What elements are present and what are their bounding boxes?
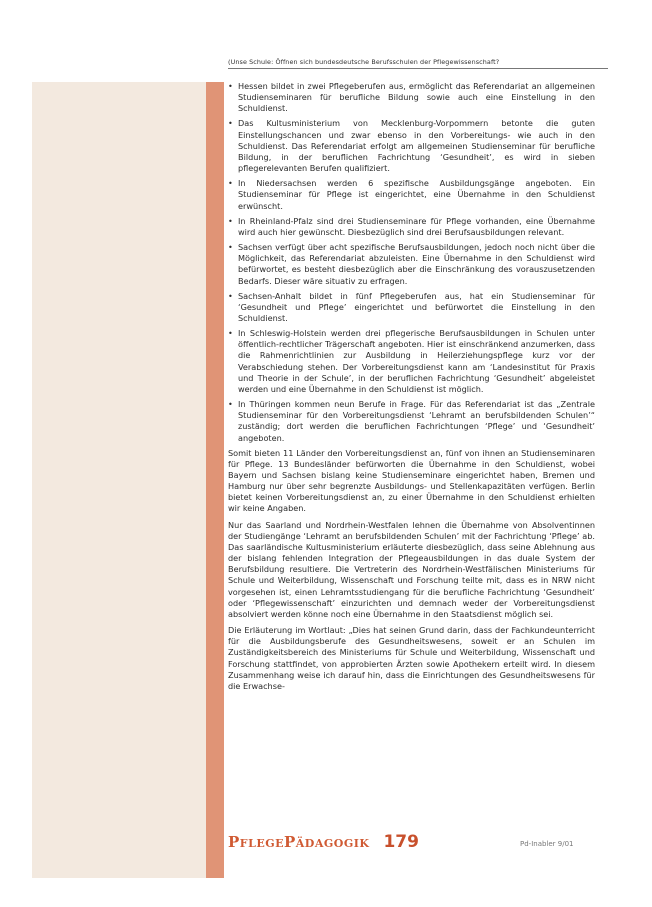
journal-logo: PflegePädagogik xyxy=(228,833,370,851)
list-item-text: In Niedersachsen werden 6 spezifische Ausbildungsgänge angeboten. Ein Studienseminar für Pflege ist eingerichtet, eine Übernahme in den Schuldienst erwünscht. xyxy=(238,178,595,211)
list-item xyxy=(228,328,595,395)
list-item-text: Hessen bildet in zwei Pflegeberufen aus, ermöglicht das Referendariat an allgemeinen Studienseminaren für berufliche Bildung sowie auch eine Einstellung in den Schuldienst. xyxy=(238,81,595,114)
list-item-text: Sachsen-Anhalt bildet in fünf Pflegeberufen aus, hat ein Studienseminar für ‘Gesundheit und Pflege’ eingerichtet und befürwortet die Einstellung in den Schuldienst. xyxy=(238,290,595,323)
list-item xyxy=(228,81,595,114)
list-item xyxy=(228,242,595,287)
running-head: (Unse Schule: Öffnen sich bundesdeutsche Berufsschulen der Pflegewissenschaft? xyxy=(228,58,608,69)
list-item xyxy=(228,399,595,444)
bullet-icon: • xyxy=(228,81,233,91)
bullet-icon: • xyxy=(228,290,233,301)
sidebar-panel xyxy=(32,82,206,878)
bullet-icon: • xyxy=(228,399,233,410)
accent-stripe xyxy=(206,82,224,878)
list-item-text: Das Kultusministerium von Mecklenburg-Vorpommern betonte die guten Einstellungschancen und zwar ebenso in den Vorbereitungs- wie auch in den Schuldienst. Das Referendariat erfolgt am allgemeinen Studienseminar für berufliche Bildung, in der beruflichen Fachrichtung ‘Gesundheit’, es wird in sieben pflegerelevanten Berufen qualifiziert. xyxy=(238,118,595,174)
list-item xyxy=(228,291,595,324)
list-item-text: In Thüringen kommen neun Berufe in Frage. Für das Referendariat ist das „Zentrale Studienseminar für den Vorbereitungsdienst ‘Lehramt an berufsbildenden Schulen’“ zuständig; dort werden die beruflichen Fachrichtungen ‘Pflege’ und ‘Gesundheit’ angeboten. xyxy=(238,399,595,443)
list-item-text: In Rheinland-Pfalz sind drei Studienseminare für Pflege vorhanden, eine Übernahme wird auch hier gewünscht. Diesbezüglich sind drei Berufsausbildungen relevant. xyxy=(238,215,595,237)
list-item xyxy=(228,178,595,211)
bullet-icon: • xyxy=(228,328,233,339)
list-item-text: Sachsen verfügt über acht spezifische Berufsausbildungen, jedoch noch nicht über die Möglichkeit, das Referendariat abzuleisten. Eine Übernahme in den Schuldienst wird befürwortet, es besteht diesbezüglich aber die Einschränkung des vorauszusetzenden Bedarfs. Dieser wäre situativ zu erfragen. xyxy=(238,242,595,286)
bullet-icon: • xyxy=(228,242,233,253)
list-item xyxy=(228,216,595,238)
paragraph-quote: Die Erläuterung im Wortlaut: „Dies hat seinen Grund darin, dass der Fachkundeunterricht für die Ausbildungsberufe des Gesundheitswesens, soweit er an Schulen im Zuständigkeitsbereich des Ministeriums für Schule und Weiterbildung, Wissenschaft und Forschung stattfindet, von approbierten Ärzten sowie Apothekern erteilt wird. In diesem Zusammenhang weise ich darauf hin, dass die Einrichtungen des Gesundheitswesens für die Erwachse- xyxy=(228,625,595,691)
list-item-text: In Schleswig-Holstein werden drei pflegerische Berufsausbildungen in Schulen unter öffentlich-rechtlicher Trägerschaft angeboten. Hier ist einschränkend anzumerken, dass die Rahmenrichtlinien zur Ausbildung in Heilerziehungspflege kurz vor der Verabschiedung stehen. Der Vorbereitungsdienst kann am ‘Landesinstitut für Praxis und Theorie in der Schule’, in der beruflichen Fachrichtung ‘Gesundheit’ abgeleistet werden und eine Übernahme in den Schuldienst ist möglich. xyxy=(238,328,595,394)
paragraph-summary: Somit bieten 11 Länder den Vorbereitungsdienst an, fünf von ihnen an Studienseminaren für Pflege. 13 Bundesländer befürworten die Übernahme in den Schuldienst, wobei Bayern und Sachsen bislang keine Studienseminare eingerichtet haben, Bremen und Hamburg nur über sehr begrenzte Ausbildungs- und Stellenkapazitäten verfügen. Berlin bietet keinen Vorbereitungsdienst an, zu einer Übernahme in den Schuldienst erhielten wir keine Angaben. xyxy=(228,447,595,514)
state-list xyxy=(228,81,595,444)
list-item xyxy=(228,118,595,174)
article-body xyxy=(228,81,595,697)
bullet-icon: • xyxy=(228,118,233,129)
issue-label: Pd-Inabler 9/01 xyxy=(520,840,574,848)
bullet-icon: • xyxy=(228,178,233,189)
footer-brand xyxy=(228,832,419,852)
paragraph-rejection: Nur das Saarland und Nordrhein-Westfalen lehnen die Übernahme von Absolventinnen der Studiengänge ‘Lehramt an berufsbildenden Schulen’ mit der Fachrichtung ‘Pflege’ ab. Das saarländische Kultusministerium erläuterte diesbezüglich, dass seine Ablehnung aus der bislang fehlenden Integration der Pflegeausbildungen in das duale System der Berufsbildung resultiere. Die Vertreterin des Nordrhein-Westfälischen Ministeriums für Schule und Weiterbildung, Wissenschaft und Forschung teilte mit, dass es in NRW nicht vorgesehen ist, einen Lehramtsstudiengang für die berufliche Fachrichtung ‘Gesundheit’ oder ‘Pflegewissenschaft’ einzurichten und demnach weder der Vorbereitungsdienst absolviert werden könne noch eine Übernahme in den Staatsdienst möglich sei. xyxy=(228,519,595,619)
page-number: 179 xyxy=(383,832,419,852)
bullet-icon: • xyxy=(228,215,233,226)
